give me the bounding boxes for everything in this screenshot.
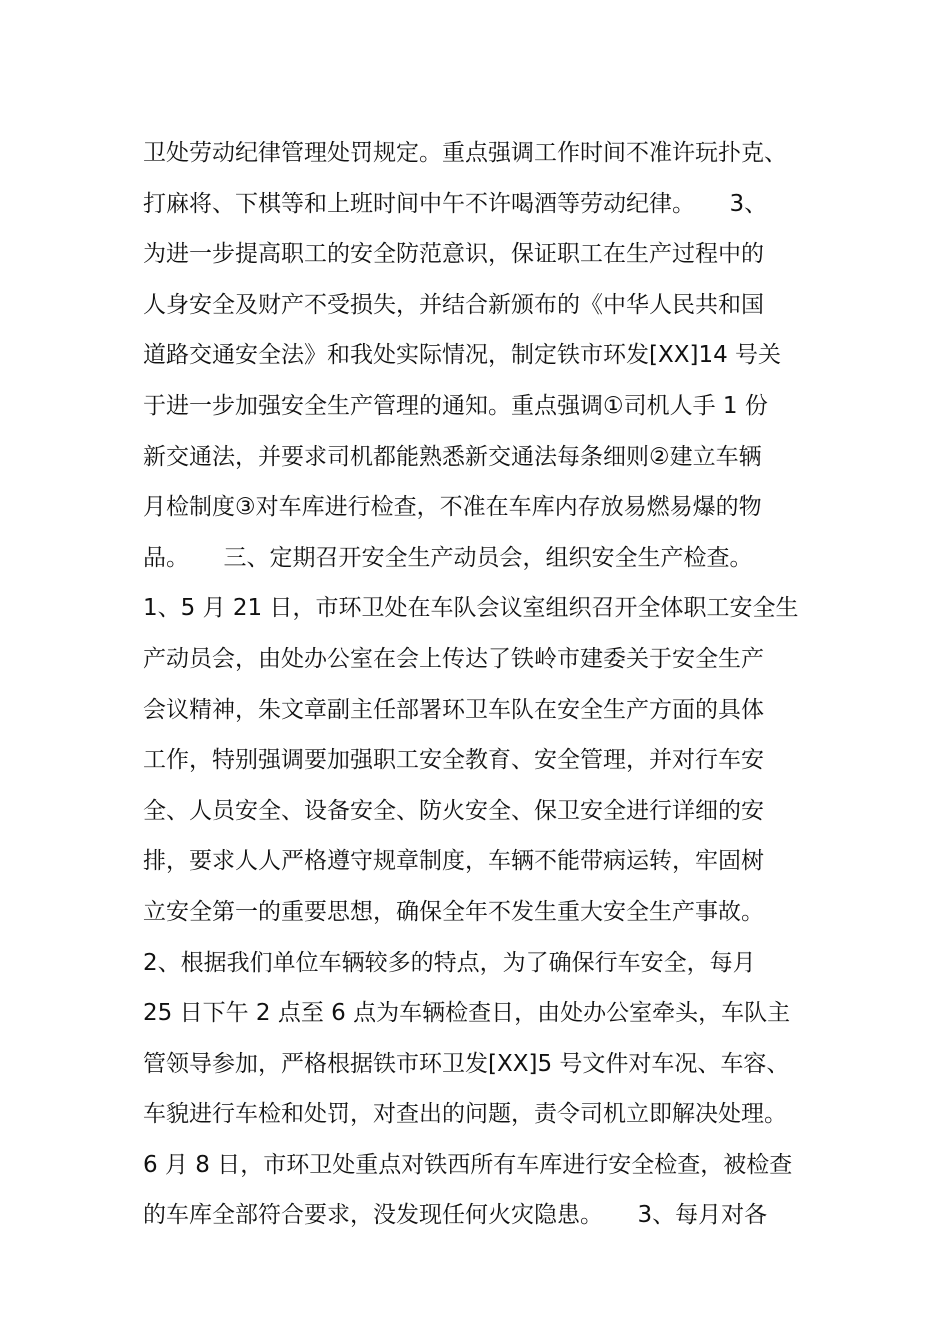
text-line: 品。 三、定期召开安全生产动员会，组织安全生产检查。 [143,544,753,571]
text-line: 排，要求人人严格遵守规章制度，车辆不能带病运转，牢固树 [143,848,764,875]
text-line: 6 月 8 日，市环卫处重点对铁西所有车库进行安全检查，被检查 [143,1151,793,1178]
text-line: 的车库全部符合要求，没发现任何火灾隐患。 3、每月对各 [143,1202,768,1229]
text-line: 道路交通安全法》和我处实际情况，制定铁市环发[XX]14 号关 [143,342,782,369]
text-line: 于进一步加强安全生产管理的通知。重点强调①司机人手 1 份 [143,392,768,419]
text-line: 全、人员安全、设备安全、防火安全、保卫安全进行详细的安 [143,797,764,824]
body-text [143,128,823,1241]
text-line: 1、5 月 21 日，市环卫处在车队会议室组织召开全体职工安全生 [143,595,799,622]
text-line: 为进一步提高职工的安全防范意识，保证职工在生产过程中的 [143,241,764,268]
text-line: 工作，特别强调要加强职工安全教育、安全管理，并对行车安 [143,747,764,774]
text-line: 2、根据我们单位车辆较多的特点，为了确保行车安全，每月 [143,949,756,976]
text-line: 打麻将、下棋等和上班时间中午不许喝酒等劳动纪律。 3、 [143,190,768,217]
text-line: 会议精神，朱文章副主任部署环卫车队在安全生产方面的具体 [143,696,764,723]
text-line: 立安全第一的重要思想，确保全年不发生重大安全生产事故。 [143,898,764,925]
text-line: 产动员会，由处办公室在会上传达了铁岭市建委关于安全生产 [143,645,764,672]
text-line: 管领导参加，严格根据铁市环卫发[XX]5 号文件对车况、车容、 [143,1050,790,1077]
text-line: 月检制度③对车库进行检查，不准在车库内存放易燃易爆的物 [143,494,762,521]
text-line: 车貌进行车检和处罚，对查出的问题，责令司机立即解决处理。 [143,1101,787,1128]
text-line: 人身安全及财产不受损失，并结合新颁布的《中华人民共和国 [143,291,764,318]
text-line: 新交通法，并要求司机都能熟悉新交通法每条细则②建立车辆 [143,443,762,470]
text-line: 25 日下午 2 点至 6 点为车辆检查日，由处办公室牵头，车队主 [143,1000,791,1027]
text-line: 卫处劳动纪律管理处罚规定。重点强调工作时间不准许玩扑克、 [143,140,787,166]
